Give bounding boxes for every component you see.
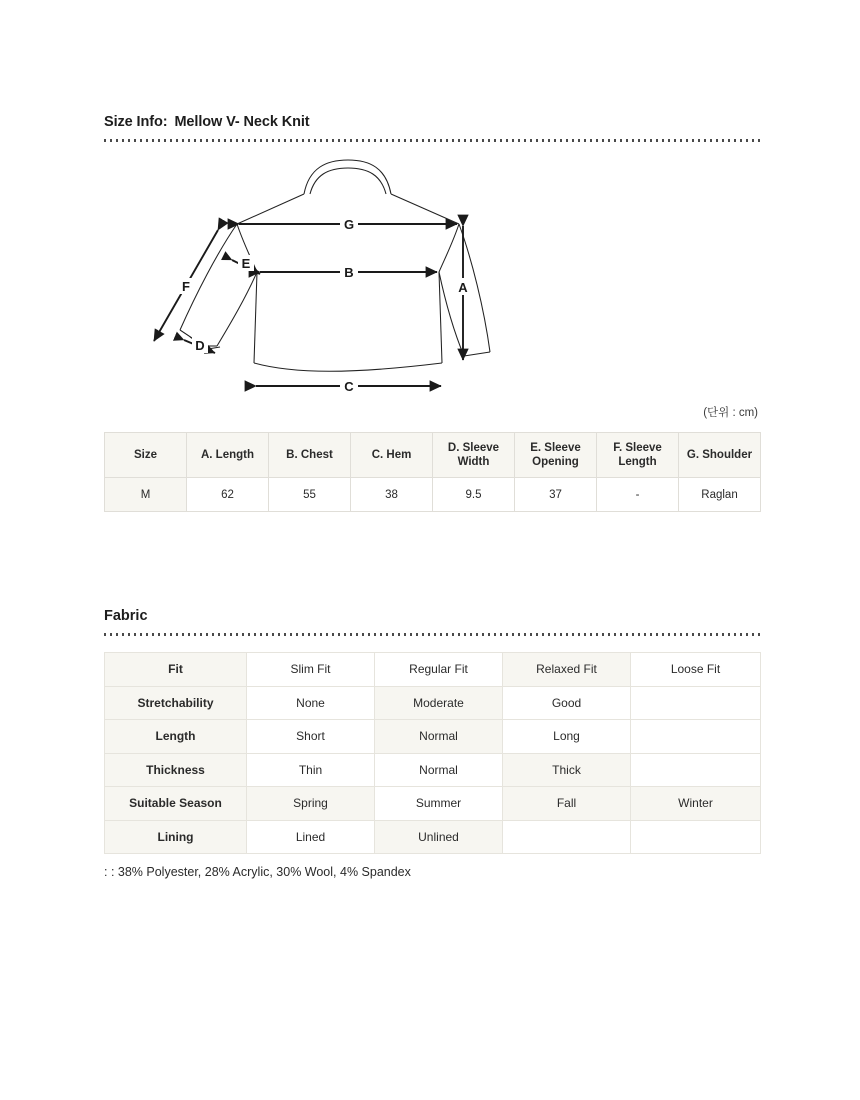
fabric-option-empty: [631, 720, 761, 754]
marker-b: [340, 263, 358, 280]
fabric-row-label: Lining: [105, 820, 247, 854]
size-value-cell: M: [105, 478, 187, 512]
marker-d-label: D: [195, 338, 205, 353]
size-table: [104, 432, 761, 512]
size-info-heading: [104, 114, 760, 130]
fabric-option-cell[interactable]: Fall: [503, 787, 631, 821]
marker-c: [340, 377, 358, 394]
fabric-option-cell[interactable]: Thin: [247, 753, 375, 787]
fabric-option-cell[interactable]: Normal: [375, 720, 503, 754]
fabric-row: [105, 653, 761, 687]
size-info-label: Size Info:: [104, 114, 168, 130]
fabric-row: [105, 820, 761, 854]
fabric-row: [105, 686, 761, 720]
fabric-option-empty: [503, 820, 631, 854]
size-value-cell: 37: [515, 478, 597, 512]
fabric-table: [104, 652, 761, 854]
table-row: [105, 478, 761, 512]
marker-f: [178, 278, 194, 294]
fabric-option-cell[interactable]: Good: [503, 686, 631, 720]
fabric-option-cell[interactable]: Spring: [247, 787, 375, 821]
size-header-cell: G. Shoulder: [679, 433, 761, 478]
size-header-cell: F. Sleeve Length: [597, 433, 679, 478]
fabric-row-label: Fit: [105, 653, 247, 687]
size-header-cell: E. Sleeve Opening: [515, 433, 597, 478]
fabric-row-label: Thickness: [105, 753, 247, 787]
garment-outline: [180, 160, 490, 371]
fabric-option-cell[interactable]: Regular Fit: [375, 653, 503, 687]
fabric-row-label: Suitable Season: [105, 787, 247, 821]
marker-e-label: E: [241, 256, 251, 271]
fabric-option-cell[interactable]: Loose Fit: [631, 653, 761, 687]
measurement-arrows: [154, 224, 463, 386]
fabric-option-empty: [631, 686, 761, 720]
fabric-option-cell[interactable]: Normal: [375, 753, 503, 787]
marker-g-label: G: [343, 217, 355, 232]
marker-e: [238, 255, 254, 271]
garment-diagram: [104, 150, 760, 400]
marker-g: [340, 215, 358, 232]
size-header-cell: B. Chest: [269, 433, 351, 478]
product-title: Mellow V- Neck Knit: [174, 114, 310, 130]
size-table-header-row: [105, 433, 761, 478]
fabric-heading: Fabric: [104, 608, 148, 624]
size-value-cell: 38: [351, 478, 433, 512]
fabric-option-cell[interactable]: Thick: [503, 753, 631, 787]
unit-note: (단위 : cm): [703, 407, 758, 419]
fabric-row-label: Length: [105, 720, 247, 754]
fabric-option-cell[interactable]: Summer: [375, 787, 503, 821]
size-header-cell: Size: [105, 433, 187, 478]
page-content: [104, 0, 760, 879]
size-value-cell: Raglan: [679, 478, 761, 512]
size-value-cell: 9.5: [433, 478, 515, 512]
size-header-cell: A. Length: [187, 433, 269, 478]
fabric-option-cell[interactable]: None: [247, 686, 375, 720]
fabric-option-cell[interactable]: Lined: [247, 820, 375, 854]
size-value-cell: 62: [187, 478, 269, 512]
fabric-option-cell[interactable]: Unlined: [375, 820, 503, 854]
marker-a-label: A: [458, 280, 468, 295]
fabric-row: [105, 753, 761, 787]
marker-a: [455, 278, 472, 295]
fabric-option-empty: [631, 820, 761, 854]
fabric-row: [105, 787, 761, 821]
size-header-cell: D. Sleeve Width: [433, 433, 515, 478]
fabric-row-label: Stretchability: [105, 686, 247, 720]
fabric-option-cell[interactable]: Relaxed Fit: [503, 653, 631, 687]
marker-f-label: F: [182, 279, 190, 294]
fabric-option-cell[interactable]: Slim Fit: [247, 653, 375, 687]
size-info-divider: [104, 139, 760, 142]
fabric-option-empty: [631, 753, 761, 787]
size-header-cell: C. Hem: [351, 433, 433, 478]
marker-b-label: B: [344, 265, 354, 280]
fabric-option-cell[interactable]: Short: [247, 720, 375, 754]
marker-c-label: C: [344, 379, 354, 394]
marker-d: [192, 337, 208, 353]
fabric-option-cell[interactable]: Winter: [631, 787, 761, 821]
size-value-cell: 55: [269, 478, 351, 512]
fabric-option-cell[interactable]: Long: [503, 720, 631, 754]
size-value-cell: -: [597, 478, 679, 512]
fabric-divider: [104, 633, 760, 636]
fabric-row: [105, 720, 761, 754]
fabric-option-cell[interactable]: Moderate: [375, 686, 503, 720]
fabric-composition: : : 38% Polyester, 28% Acrylic, 30% Wool, 4% Spandex: [104, 865, 411, 879]
